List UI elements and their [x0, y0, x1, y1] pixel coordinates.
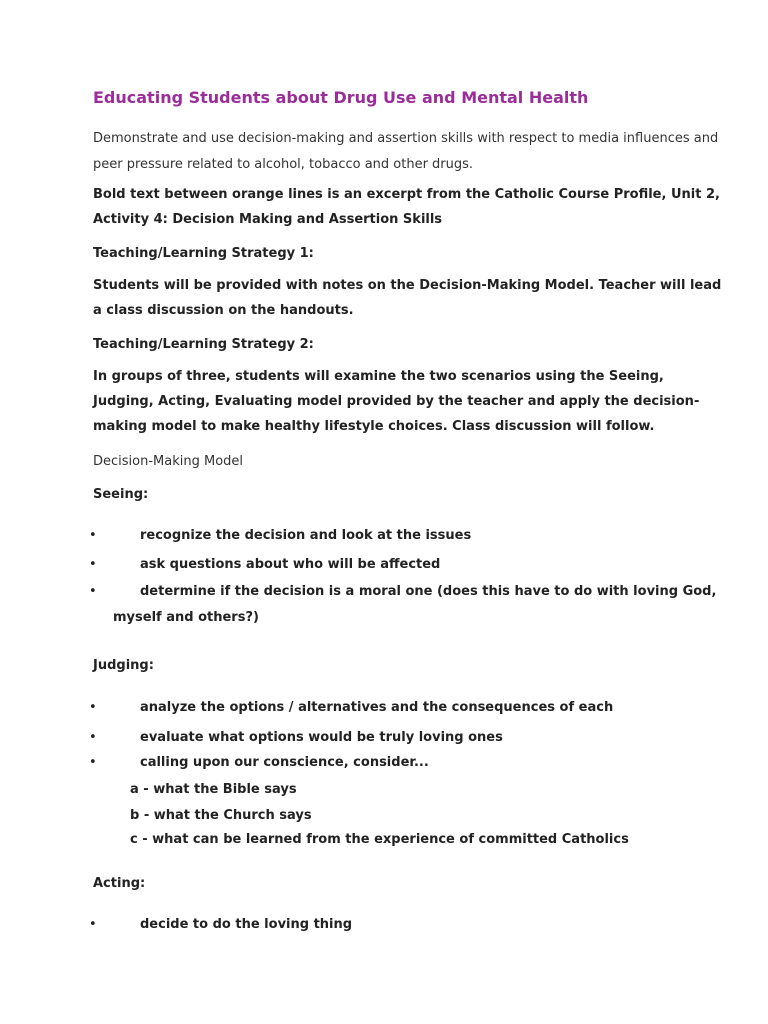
seeing-item-continuation: myself and others?) — [113, 610, 259, 625]
model-heading: Decision-Making Model — [93, 454, 244, 469]
bullet-icon: • — [89, 584, 97, 599]
bullet-icon: • — [89, 557, 97, 572]
strategy2-heading: Teaching/Learning Strategy 2: — [93, 337, 314, 352]
seeing-heading: Seeing: — [93, 487, 149, 502]
bullet-icon: • — [89, 700, 97, 715]
judging-item-text: analyze the options / alternatives and the consequences of each — [140, 700, 614, 715]
judging-subitem: b - what the Church says — [130, 808, 312, 823]
acting-heading: Acting: — [93, 876, 146, 891]
excerpt-line: Activity 4: Decision Making and Assertion Skills — [93, 212, 443, 227]
seeing-item-text: ask questions about who will be affected — [140, 557, 441, 572]
intro-line: Demonstrate and use decision-making and assertion skills with respect to media influences and — [93, 131, 719, 146]
bullet-icon: • — [89, 528, 97, 543]
strategy1-paragraph — [93, 273, 723, 323]
acting-item-text: decide to do the loving thing — [140, 917, 353, 932]
bullet-icon: • — [89, 917, 97, 932]
judging-subitem: a - what the Bible says — [130, 782, 297, 797]
strategy1-heading: Teaching/Learning Strategy 1: — [93, 246, 314, 261]
judging-item-text: calling upon our conscience, consider... — [140, 755, 429, 770]
strategy2-line: In groups of three, students will examine the two scenarios using the Seeing, — [93, 369, 664, 384]
bullet-icon: • — [89, 730, 97, 745]
seeing-item-text: recognize the decision and look at the issues — [140, 528, 472, 543]
strategy2-line: Judging, Acting, Evaluating model provided by the teacher and apply the decision- — [93, 394, 700, 409]
document-title: Educating Students about Drug Use and Mental Health — [93, 88, 589, 107]
strategy1-line: Students will be provided with notes on the Decision-Making Model. Teacher will lead — [93, 278, 722, 293]
strategy1-line: a class discussion on the handouts. — [93, 303, 354, 318]
judging-subitem: c - what can be learned from the experience of committed Catholics — [130, 832, 629, 847]
intro-paragraph — [93, 126, 733, 178]
seeing-item-text: determine if the decision is a moral one (does this have to do with loving God, — [140, 584, 717, 599]
bullet-icon: • — [89, 755, 97, 770]
intro-line: peer pressure related to alcohol, tobacco and other drugs. — [93, 157, 474, 172]
judging-heading: Judging: — [93, 658, 154, 673]
strategy2-line: making model to make healthy lifestyle choices. Class discussion will follow. — [93, 419, 655, 434]
excerpt-line: Bold text between orange lines is an excerpt from the Catholic Course Profile, Unit 2, — [93, 187, 720, 202]
excerpt-note — [93, 182, 723, 232]
strategy2-paragraph — [93, 364, 723, 439]
judging-item-text: evaluate what options would be truly loving ones — [140, 730, 503, 745]
